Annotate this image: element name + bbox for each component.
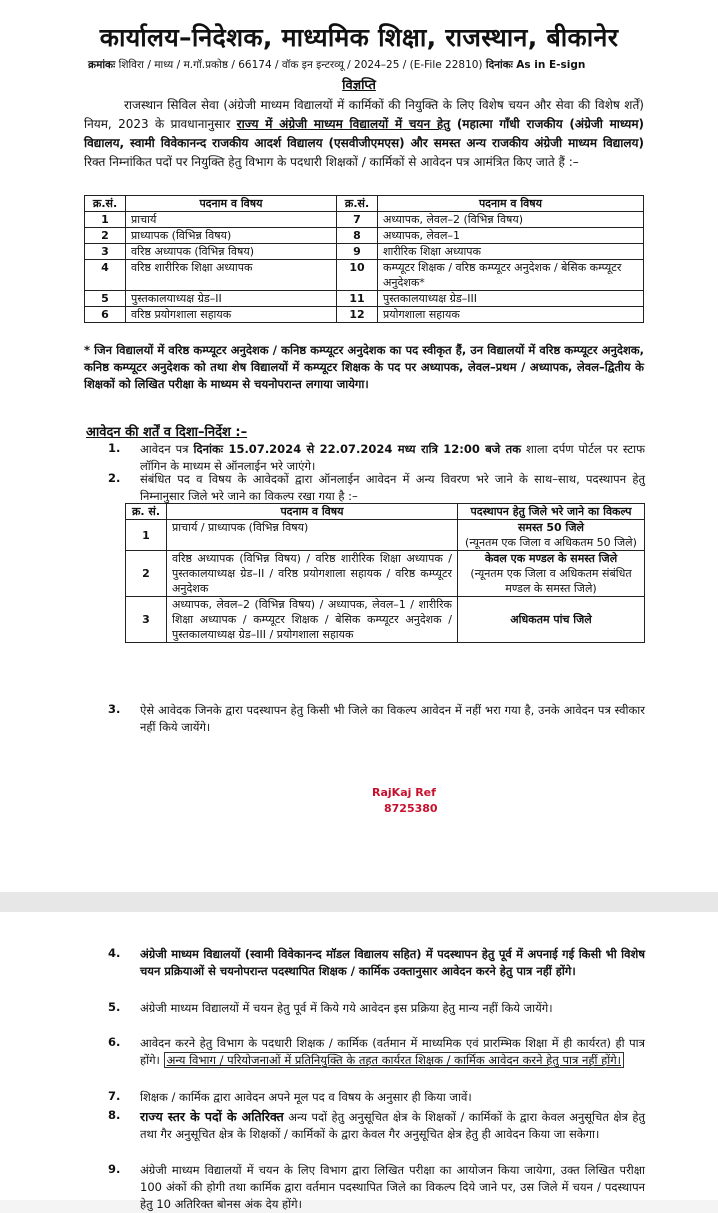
- item-8-text-a: राज्य स्तर के पदों के अतिरिक्त: [140, 1109, 284, 1124]
- conditions-title: आवेदन की शर्तें व दिशा–निर्देश :–: [86, 425, 248, 440]
- reference-line: [88, 58, 585, 72]
- post-cell: प्राचार्य / प्राध्यापक (विभिन्न विषय): [167, 520, 458, 551]
- item-7-number: 7.: [108, 1089, 121, 1103]
- col-sno-1: क्र.सं.: [85, 196, 126, 212]
- posts-table-row: [85, 307, 644, 323]
- item-1-text-a: आवेदन पत्र: [140, 442, 194, 456]
- posts-table-row: [85, 291, 644, 307]
- posts-table-row: [85, 260, 644, 291]
- rajkaj-ref-label: RajKaj Ref: [372, 786, 436, 799]
- item-8-number: 8.: [108, 1108, 121, 1122]
- intro-text-1: राजस्थान सिविल सेवा (अंग्रेजी माध्यम विद्यालयों में कार्मिकों की नियुक्ति के लिए विशेष चयन और सेवा की विशेष शर्तें) नियम, 2023 के प्रावधानानुसार: [84, 98, 644, 131]
- district-table-header: [126, 504, 645, 520]
- item-3-number: 3.: [108, 702, 121, 716]
- posts-table-row: [85, 228, 644, 244]
- district-option-note: (न्यूनतम एक जिला व अधिकतम 50 जिले): [465, 536, 637, 549]
- item-6: [140, 1035, 645, 1069]
- col-post-1: पदनाम व विषय: [126, 196, 337, 212]
- item-9: अंग्रेजी माध्यम विद्यालयों में चयन के लिए विभाग द्वारा लिखित परीक्षा का आयोजन किया जायेगा, उक्त लिखित परीक्षा 100 अंकों की होगी तथा कार्मिक द्वारा वर्तमान पदस्थापित जिले का विकल्प दिये जाने पर, उस जिले में चयन / पदस्थापन हेतु 10 अतिरिक्त बोनस अंक देय होंगे।: [140, 1163, 645, 1211]
- post-cell: प्राध्यापक (विभिन्न विषय): [126, 228, 337, 244]
- posts-table: [84, 195, 644, 323]
- posts-table-row: [85, 244, 644, 260]
- item-8-text-b: अन्य पदों हेतु अनुसूचित क्षेत्र के शिक्षकों / कार्मिकों के द्वारा केवल अनुसूचित क्षेत्र हेतु तथा गैर अनुसूचित क्षेत्र के शिक्षकों / कार्मिकों के द्वारा केवल गैर अनुसूचित क्षेत्र हेतु ही आवेदन किया जा सकेगा।: [140, 1110, 646, 1141]
- post-cell: वरिष्ठ अध्यापक (विभिन्न विषय): [126, 244, 337, 260]
- col-sno-2: क्र.सं.: [337, 196, 378, 212]
- post-cell: शारीरिक शिक्षा अध्यापक: [378, 244, 644, 260]
- item-8: [140, 1108, 645, 1143]
- serial-cell: 8: [337, 228, 378, 244]
- post-cell: प्रयोगशाला सहायक: [378, 307, 644, 323]
- notice-title: विज्ञप्ति: [342, 78, 376, 93]
- post-cell: कम्प्यूटर शिक्षक / वरिष्ठ कम्प्यूटर अनुदेशक / बेसिक कम्प्यूटर अनुदेशक*: [378, 260, 644, 291]
- serial-cell: 3: [85, 244, 126, 260]
- district-option-cell: [458, 520, 645, 551]
- district-table-row: [126, 597, 645, 643]
- col-sno: क्र. सं.: [126, 504, 167, 520]
- item-6-text-a: आवेदन करने हेतु विभाग के पदधारी शिक्षक / कार्मिक (वर्तमान में माध्यमिक एवं प्रारम्भिक शिक्षा में ही कार्यरत) ही पात्र होंगे।: [140, 1036, 645, 1067]
- post-cell: वरिष्ठ शारीरिक शिक्षा अध्यापक: [126, 260, 337, 291]
- serial-cell: 11: [337, 291, 378, 307]
- post-cell: अध्यापक, लेवल–2 (विभिन्न विषय): [378, 212, 644, 228]
- post-cell: अध्यापक, लेवल–2 (विभिन्न विषय) / अध्यापक, लेवल–1 / शारीरिक शिक्षा अध्यापक / कम्प्यूटर शिक्षक / बेसिक कम्प्यूटर अनुदेशक / पुस्तकालयाध्यक्ष ग्रेड–III / प्रयोगशाला सहायक: [167, 597, 458, 643]
- district-options-table: [125, 503, 645, 643]
- item-1-number: 1.: [108, 441, 121, 455]
- post-cell: पुस्तकालयाध्यक्ष ग्रेड–III: [378, 291, 644, 307]
- district-table-row: [126, 551, 645, 597]
- item-4-number: 4.: [108, 946, 121, 960]
- district-option-cell: [458, 551, 645, 597]
- office-title: कार्यालय–निदेशक, माध्यमिक शिक्षा, राजस्थान, बीकानेर: [99, 23, 619, 52]
- rajkaj-ref-number: 8725380: [384, 802, 438, 815]
- item-4: अंग्रेजी माध्यम विद्यालयों (स्वामी विवेकानन्द मॉडल विद्यालय सहित) में पदस्थापन हेतु पूर्व में अपनाई गई किसी भी विशेष चयन प्रक्रियाओं से चयनोपरान्त पदस्थापित शिक्षक / कार्मिक उक्तानुसार आवेदन करने हेतु पात्र नहीं होंगे।: [140, 947, 645, 978]
- date-label: दिनांकः: [485, 59, 513, 71]
- district-option-cell: [458, 597, 645, 643]
- post-cell: वरिष्ठ प्रयोगशाला सहायक: [126, 307, 337, 323]
- posts-table-row: [85, 212, 644, 228]
- serial-cell: 4: [85, 260, 126, 291]
- intro-text-3: (महात्मा गाँधी राजकीय (अंग्रेजी माध्यम) विद्यालय, स्वामी विवेकानन्द राजकीय आदर्श विद्यालय (एसवीजीएमएस) और समस्त अन्य राजकीय अंग्रेजी माध्यम विद्यालय): [84, 117, 645, 150]
- serial-cell: 10: [337, 260, 378, 291]
- item-9-number: 9.: [108, 1162, 121, 1176]
- col-post-2: पदनाम व विषय: [378, 196, 644, 212]
- item-1: [140, 441, 645, 475]
- item-6-number: 6.: [108, 1035, 121, 1049]
- serial-cell: 6: [85, 307, 126, 323]
- post-cell: पुस्तकालयाध्यक्ष ग्रेड–II: [126, 291, 337, 307]
- page-separator: [0, 892, 718, 912]
- serial-cell: 7: [337, 212, 378, 228]
- date-value: As in E-sign: [516, 59, 586, 71]
- item-6-deputation-clause: अन्य विभाग / परियोजनाओं में प्रतिनियुक्ति के तहत कार्यरत शिक्षक / कार्मिक आवेदन करने हेतु पात्र नहीं होंगे।: [164, 1052, 624, 1068]
- district-option-main: केवल एक मण्डल के समस्त जिले: [484, 552, 618, 565]
- district-table-row: [126, 520, 645, 551]
- serial-cell: 3: [126, 597, 167, 643]
- post-cell: वरिष्ठ अध्यापक (विभिन्न विषय) / वरिष्ठ शारीरिक शिक्षा अध्यापक / पुस्तकालयाध्यक्ष ग्रेड–II / वरिष्ठ प्रयोगशाला सहायक / वरिष्ठ कम्प्यूटर अनुदेशक: [167, 551, 458, 597]
- item-5: अंग्रेजी माध्यम विद्यालयों में चयन हेतु पूर्व में किये गये आवेदन इस प्रक्रिया हेतु मान्य नहीं किये जायेंगे।: [140, 1001, 553, 1015]
- district-option-note: (न्यूनतम एक जिला व अधिकतम संबंधित मण्डल के समस्त जिले): [470, 567, 632, 595]
- intro-paragraph: [84, 96, 644, 172]
- notice-heading: [0, 75, 718, 93]
- intro-text-4: रिक्त निम्नांकित पदों पर नियुक्ति हेतु विभाग के पदधारी शिक्षकों / कार्मिकों से आवेदन पत्र आमंत्रित किए जाते हैं :–: [84, 155, 579, 169]
- item-1-text-c: शाला दर्पण पोर्टल पर स्टाफ लॉगिन के माध्यम से ऑनलाईन भरे जाएंगे।: [140, 442, 645, 473]
- district-option-main: अधिकतम पांच जिले: [510, 613, 592, 626]
- computer-instructor-note: * जिन विद्यालयों में वरिष्ठ कम्प्यूटर अनुदेशक / कनिष्ठ कम्प्यूटर अनुदेशक का पद स्वीकृत हैं, उन विद्यालयों में वरिष्ठ कम्प्यूटर अनुदेशक, कनिष्ठ कम्प्यूटर अनुदेशक को तथा शेष विद्यालयों में कम्प्यूटर शिक्षक के पद पर अध्यापक, लेवल–प्रथम / अध्यापक, लेवल–द्वितीय के शिक्षकों को लिखित परीक्षा के माध्यम से चयनोपरान्त लगाया जायेगा।: [84, 343, 644, 391]
- item-3: ऐसे आवेदक जिनके द्वारा पदस्थापन हेतु किसी भी जिले का विकल्प आवेदन में नहीं भरा गया है, उनके आवेदन पत्र स्वीकार नहीं किये जायेंगे।: [140, 703, 645, 734]
- serial-cell: 2: [85, 228, 126, 244]
- item-2: संबंधित पद व विषय के आवेदकों द्वारा ऑनलाईन आवेदन में अन्य विवरण भरे जाने के साथ–साथ, पदस्थापन हेतु निम्नानुसार जिले भरे जाने का विकल्प रखा गया है :–: [140, 472, 645, 503]
- ref-label: क्रमांकः: [88, 59, 116, 71]
- serial-cell: 9: [337, 244, 378, 260]
- col-post: पदनाम व विषय: [167, 504, 458, 520]
- serial-cell: 12: [337, 307, 378, 323]
- serial-cell: 1: [126, 520, 167, 551]
- item-1-dates: दिनांकः 15.07.2024 से 22.07.2024 मध्य रात्रि 12:00 बजे तक: [193, 442, 522, 456]
- intro-text-2: राज्य में अंग्रेजी माध्यम विद्यालयों में चयन हेतु: [236, 117, 451, 131]
- serial-cell: 5: [85, 291, 126, 307]
- post-cell: अध्यापक, लेवल–1: [378, 228, 644, 244]
- item-7: शिक्षक / कार्मिक द्वारा आवेदन अपने मूल पद व विषय के अनुसार ही किया जावें।: [140, 1090, 472, 1104]
- serial-cell: 1: [85, 212, 126, 228]
- ref-number: शिविरा / माध्य / म.गॉ.प्रकोष्ठ / 66174 / वॉक इन इन्टरव्यू / 2024–25 / (E-File 22810): [118, 59, 483, 71]
- item-2-number: 2.: [108, 471, 121, 485]
- serial-cell: 2: [126, 551, 167, 597]
- post-cell: प्राचार्य: [126, 212, 337, 228]
- item-5-number: 5.: [108, 1000, 121, 1014]
- posts-table-header: [85, 196, 644, 212]
- page-two: [0, 912, 718, 1211]
- district-option-main: समस्त 50 जिले: [518, 521, 584, 534]
- col-district-option: पदस्थापन हेतु जिले भरे जाने का विकल्प: [458, 504, 645, 520]
